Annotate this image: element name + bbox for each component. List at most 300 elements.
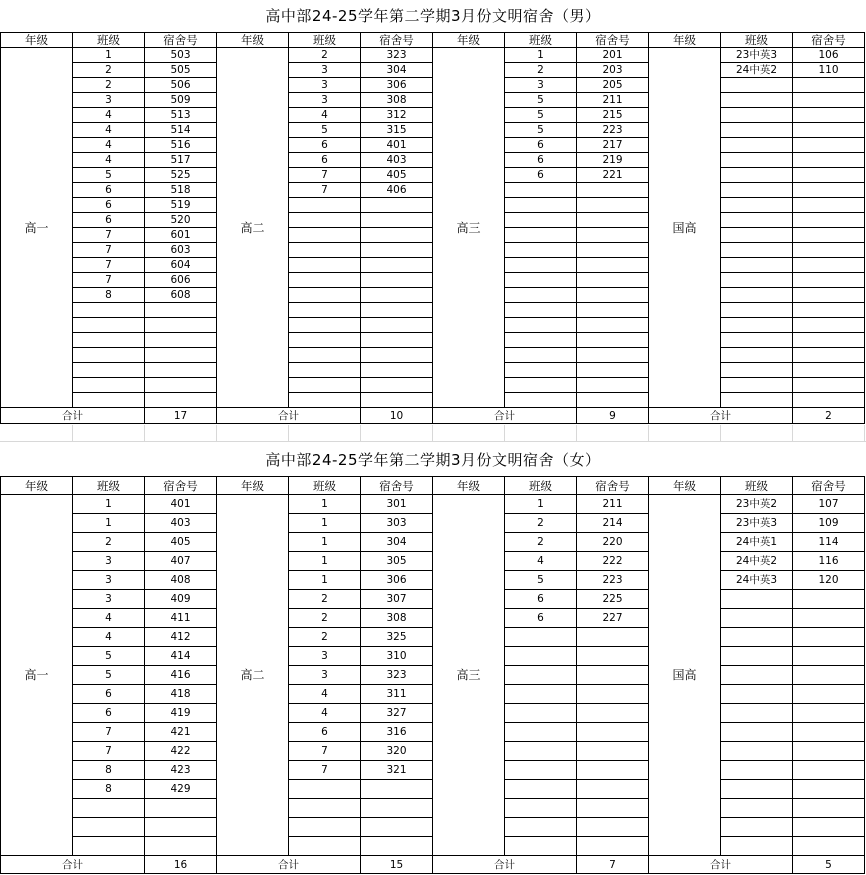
class-cell — [505, 228, 577, 243]
dorm-cell: 323 — [361, 666, 433, 685]
dorm-cell: 304 — [361, 533, 433, 552]
grade-cell: 高二 — [217, 495, 289, 856]
class-cell — [289, 198, 361, 213]
class-cell — [721, 363, 793, 378]
dorm-cell — [145, 837, 217, 856]
header-grade: 年级 — [433, 33, 505, 48]
class-cell: 4 — [505, 552, 577, 571]
header-class: 班级 — [721, 33, 793, 48]
class-cell: 5 — [73, 647, 145, 666]
table-row — [1, 495, 865, 514]
dorm-cell: 308 — [361, 93, 433, 108]
dorm-cell: 107 — [793, 495, 865, 514]
header-class: 班级 — [73, 33, 145, 48]
class-cell — [721, 799, 793, 818]
dorm-cell: 414 — [145, 647, 217, 666]
dorm-cell — [793, 228, 865, 243]
dorm-cell — [793, 333, 865, 348]
total-label: 合计 — [433, 856, 577, 874]
sheet-gridline — [0, 441, 866, 442]
dorm-cell — [793, 723, 865, 742]
class-cell — [721, 288, 793, 303]
class-cell — [505, 273, 577, 288]
class-cell: 7 — [289, 183, 361, 198]
total-label: 合计 — [217, 408, 361, 424]
class-cell — [721, 393, 793, 408]
class-cell — [721, 723, 793, 742]
class-cell — [73, 348, 145, 363]
dorm-cell — [793, 138, 865, 153]
dorm-cell — [361, 393, 433, 408]
class-cell: 6 — [289, 153, 361, 168]
class-cell: 2 — [505, 533, 577, 552]
class-cell: 24中英1 — [721, 533, 793, 552]
dorm-cell: 325 — [361, 628, 433, 647]
male-dorm-table — [0, 32, 865, 424]
class-cell: 4 — [289, 685, 361, 704]
dorm-cell: 401 — [361, 138, 433, 153]
class-cell — [73, 303, 145, 318]
dorm-cell — [145, 393, 217, 408]
class-cell — [289, 363, 361, 378]
class-cell: 4 — [73, 123, 145, 138]
class-cell: 3 — [289, 647, 361, 666]
dorm-cell — [145, 318, 217, 333]
class-cell: 5 — [73, 666, 145, 685]
header-class: 班级 — [289, 33, 361, 48]
dorm-cell — [577, 378, 649, 393]
dorm-cell: 306 — [361, 571, 433, 590]
dorm-cell: 312 — [361, 108, 433, 123]
dorm-cell: 403 — [361, 153, 433, 168]
sheet-gridline — [648, 425, 649, 442]
dorm-cell — [577, 742, 649, 761]
dorm-cell — [793, 818, 865, 837]
class-cell: 7 — [73, 258, 145, 273]
header-grade: 年级 — [649, 477, 721, 495]
class-cell — [721, 123, 793, 138]
grade-cell: 高二 — [217, 48, 289, 408]
class-cell: 7 — [73, 742, 145, 761]
class-cell: 4 — [73, 108, 145, 123]
class-cell — [721, 273, 793, 288]
total-row — [1, 856, 865, 874]
class-cell: 3 — [73, 93, 145, 108]
dorm-cell — [793, 685, 865, 704]
dorm-cell — [361, 213, 433, 228]
class-cell: 1 — [73, 495, 145, 514]
dorm-cell — [145, 348, 217, 363]
class-cell — [505, 243, 577, 258]
header-dorm: 宿舍号 — [361, 477, 433, 495]
dorm-cell — [577, 198, 649, 213]
dorm-cell: 320 — [361, 742, 433, 761]
grade-cell: 高三 — [433, 48, 505, 408]
class-cell: 6 — [505, 168, 577, 183]
dorm-cell — [577, 348, 649, 363]
dorm-cell — [145, 363, 217, 378]
dorm-cell — [577, 393, 649, 408]
dorm-cell: 505 — [145, 63, 217, 78]
dorm-cell — [361, 273, 433, 288]
class-cell — [289, 780, 361, 799]
dorm-cell — [793, 647, 865, 666]
dorm-cell: 423 — [145, 761, 217, 780]
dorm-cell: 408 — [145, 571, 217, 590]
class-cell — [289, 318, 361, 333]
class-cell: 4 — [73, 609, 145, 628]
sheet-gridline — [144, 425, 145, 442]
dorm-cell: 422 — [145, 742, 217, 761]
sheet-gridline — [432, 425, 433, 442]
dorm-cell — [577, 780, 649, 799]
class-cell — [73, 818, 145, 837]
class-cell — [721, 333, 793, 348]
dorm-cell — [793, 761, 865, 780]
dorm-cell: 407 — [145, 552, 217, 571]
class-cell: 5 — [505, 93, 577, 108]
dorm-cell: 215 — [577, 108, 649, 123]
class-cell — [721, 93, 793, 108]
header-dorm: 宿舍号 — [577, 477, 649, 495]
dorm-cell — [577, 761, 649, 780]
class-cell — [289, 288, 361, 303]
dorm-cell — [577, 288, 649, 303]
class-cell: 7 — [73, 273, 145, 288]
class-cell — [505, 628, 577, 647]
class-cell — [505, 647, 577, 666]
class-cell: 7 — [73, 243, 145, 258]
header-grade: 年级 — [1, 33, 73, 48]
class-cell — [505, 837, 577, 856]
class-cell: 2 — [289, 590, 361, 609]
class-cell: 6 — [505, 153, 577, 168]
header-grade: 年级 — [649, 33, 721, 48]
header-grade: 年级 — [217, 477, 289, 495]
dorm-cell: 323 — [361, 48, 433, 63]
class-cell — [505, 685, 577, 704]
class-cell: 1 — [73, 48, 145, 63]
header-grade: 年级 — [1, 477, 73, 495]
class-cell — [721, 78, 793, 93]
class-cell — [289, 303, 361, 318]
class-cell: 6 — [73, 198, 145, 213]
dorm-cell: 223 — [577, 571, 649, 590]
class-cell: 2 — [73, 78, 145, 93]
dorm-cell: 514 — [145, 123, 217, 138]
dorm-cell — [577, 318, 649, 333]
class-cell: 6 — [505, 590, 577, 609]
class-cell: 6 — [505, 138, 577, 153]
class-cell: 1 — [73, 514, 145, 533]
header-class: 班级 — [505, 477, 577, 495]
class-cell: 2 — [289, 48, 361, 63]
total-label: 合计 — [433, 408, 577, 424]
class-cell: 6 — [73, 685, 145, 704]
class-cell — [721, 685, 793, 704]
dorm-cell: 517 — [145, 153, 217, 168]
class-cell: 6 — [73, 183, 145, 198]
total-row — [1, 408, 865, 424]
class-cell: 1 — [289, 552, 361, 571]
dorm-cell: 509 — [145, 93, 217, 108]
dorm-cell — [793, 780, 865, 799]
dorm-cell: 418 — [145, 685, 217, 704]
total-value: 15 — [361, 856, 433, 874]
header-row — [1, 33, 865, 48]
class-cell: 2 — [73, 63, 145, 78]
class-cell — [721, 609, 793, 628]
class-cell: 23中英3 — [721, 514, 793, 533]
class-cell: 1 — [289, 495, 361, 514]
dorm-cell — [361, 799, 433, 818]
dorm-cell — [793, 303, 865, 318]
class-cell — [505, 318, 577, 333]
class-cell — [721, 647, 793, 666]
dorm-cell: 106 — [793, 48, 865, 63]
class-cell — [289, 799, 361, 818]
sheet-gridline — [576, 425, 577, 442]
dorm-cell: 114 — [793, 533, 865, 552]
header-grade: 年级 — [433, 477, 505, 495]
class-cell — [505, 761, 577, 780]
dorm-cell: 403 — [145, 514, 217, 533]
dorm-cell: 211 — [577, 495, 649, 514]
dorm-cell: 409 — [145, 590, 217, 609]
header-class: 班级 — [73, 477, 145, 495]
class-cell: 7 — [73, 228, 145, 243]
class-cell: 6 — [73, 704, 145, 723]
dorm-cell: 429 — [145, 780, 217, 799]
grade-cell: 高一 — [1, 495, 73, 856]
class-cell: 1 — [289, 571, 361, 590]
class-cell — [73, 837, 145, 856]
dorm-cell: 308 — [361, 609, 433, 628]
class-cell — [721, 258, 793, 273]
dorm-cell — [577, 213, 649, 228]
header-grade: 年级 — [217, 33, 289, 48]
total-value: 10 — [361, 408, 433, 424]
class-cell — [721, 666, 793, 685]
class-cell — [505, 288, 577, 303]
dorm-cell: 606 — [145, 273, 217, 288]
class-cell — [721, 108, 793, 123]
dorm-cell — [577, 723, 649, 742]
class-cell — [289, 348, 361, 363]
sheet-gridline — [720, 425, 721, 442]
dorm-cell: 220 — [577, 533, 649, 552]
dorm-cell — [145, 303, 217, 318]
class-cell — [505, 742, 577, 761]
class-cell: 1 — [289, 533, 361, 552]
dorm-cell: 525 — [145, 168, 217, 183]
dorm-cell — [577, 628, 649, 647]
dorm-cell — [793, 666, 865, 685]
grade-cell: 高三 — [433, 495, 505, 856]
class-cell: 7 — [73, 723, 145, 742]
dorm-cell: 201 — [577, 48, 649, 63]
dorm-cell — [577, 228, 649, 243]
dorm-cell — [577, 704, 649, 723]
class-cell — [289, 213, 361, 228]
dorm-cell — [793, 378, 865, 393]
class-cell — [289, 258, 361, 273]
class-cell: 4 — [73, 138, 145, 153]
class-cell — [721, 303, 793, 318]
dorm-cell — [577, 647, 649, 666]
dorm-cell: 221 — [577, 168, 649, 183]
class-cell: 7 — [289, 742, 361, 761]
dorm-cell — [145, 333, 217, 348]
dorm-cell: 419 — [145, 704, 217, 723]
dorm-cell — [145, 799, 217, 818]
grade-cell: 国高 — [649, 495, 721, 856]
class-cell: 4 — [289, 704, 361, 723]
class-cell: 1 — [505, 495, 577, 514]
class-cell: 3 — [289, 93, 361, 108]
class-cell: 8 — [73, 288, 145, 303]
dorm-cell — [793, 393, 865, 408]
class-cell — [505, 723, 577, 742]
dorm-cell — [361, 198, 433, 213]
dorm-cell: 520 — [145, 213, 217, 228]
class-cell: 5 — [505, 123, 577, 138]
sheet-title: 高中部24-25学年第二学期3月份文明宿舍（男） — [265, 7, 601, 25]
total-value: 5 — [793, 856, 865, 874]
class-cell — [505, 704, 577, 723]
dorm-cell: 109 — [793, 514, 865, 533]
class-cell — [721, 228, 793, 243]
sheet-gridline — [864, 425, 865, 442]
dorm-cell — [793, 198, 865, 213]
dorm-cell — [577, 333, 649, 348]
sheet-gridline — [360, 425, 361, 442]
header-row — [1, 477, 865, 495]
dorm-cell: 608 — [145, 288, 217, 303]
dorm-cell: 503 — [145, 48, 217, 63]
dorm-cell: 518 — [145, 183, 217, 198]
dorm-cell — [793, 704, 865, 723]
class-cell — [721, 837, 793, 856]
dorm-cell — [361, 288, 433, 303]
dorm-cell: 205 — [577, 78, 649, 93]
dorm-cell: 506 — [145, 78, 217, 93]
class-cell — [289, 818, 361, 837]
dorm-cell — [361, 780, 433, 799]
class-cell: 3 — [73, 571, 145, 590]
dorm-cell: 327 — [361, 704, 433, 723]
dorm-cell — [793, 78, 865, 93]
class-cell — [289, 393, 361, 408]
dorm-cell: 416 — [145, 666, 217, 685]
class-cell — [721, 348, 793, 363]
dorm-cell: 604 — [145, 258, 217, 273]
dorm-cell: 219 — [577, 153, 649, 168]
dorm-cell — [577, 818, 649, 837]
class-cell — [505, 198, 577, 213]
dorm-cell — [361, 348, 433, 363]
class-cell: 5 — [505, 571, 577, 590]
header-dorm: 宿舍号 — [145, 33, 217, 48]
class-cell — [721, 761, 793, 780]
dorm-cell: 120 — [793, 571, 865, 590]
class-cell — [721, 243, 793, 258]
sheet-gridline — [288, 425, 289, 442]
class-cell — [721, 153, 793, 168]
dorm-cell: 305 — [361, 552, 433, 571]
class-cell — [721, 628, 793, 647]
dorm-cell: 217 — [577, 138, 649, 153]
dorm-cell — [793, 742, 865, 761]
class-cell: 3 — [289, 78, 361, 93]
header-dorm: 宿舍号 — [145, 477, 217, 495]
dorm-cell — [793, 153, 865, 168]
dorm-cell — [793, 93, 865, 108]
class-cell — [289, 378, 361, 393]
class-cell: 24中英2 — [721, 63, 793, 78]
total-value: 17 — [145, 408, 217, 424]
class-cell — [73, 333, 145, 348]
dorm-cell: 412 — [145, 628, 217, 647]
class-cell — [505, 378, 577, 393]
dorm-cell — [145, 378, 217, 393]
class-cell — [721, 378, 793, 393]
dorm-cell: 315 — [361, 123, 433, 138]
class-cell — [505, 183, 577, 198]
class-cell: 2 — [289, 609, 361, 628]
dorm-cell: 411 — [145, 609, 217, 628]
total-label: 合计 — [649, 856, 793, 874]
dorm-cell: 513 — [145, 108, 217, 123]
dorm-cell — [361, 303, 433, 318]
class-cell — [721, 198, 793, 213]
dorm-cell — [577, 363, 649, 378]
dorm-cell: 401 — [145, 495, 217, 514]
class-cell: 5 — [505, 108, 577, 123]
class-cell: 7 — [289, 168, 361, 183]
dorm-cell: 203 — [577, 63, 649, 78]
dorm-cell: 316 — [361, 723, 433, 742]
total-label: 合计 — [217, 856, 361, 874]
dorm-cell: 307 — [361, 590, 433, 609]
total-value: 16 — [145, 856, 217, 874]
class-cell — [73, 363, 145, 378]
class-cell — [721, 138, 793, 153]
class-cell: 2 — [73, 533, 145, 552]
class-cell — [289, 333, 361, 348]
class-cell — [289, 273, 361, 288]
dorm-cell — [793, 837, 865, 856]
header-dorm: 宿舍号 — [793, 33, 865, 48]
class-cell — [73, 393, 145, 408]
class-cell: 3 — [73, 552, 145, 571]
class-cell: 6 — [289, 723, 361, 742]
class-cell — [721, 318, 793, 333]
class-cell: 24中英3 — [721, 571, 793, 590]
dorm-cell: 311 — [361, 685, 433, 704]
header-dorm: 宿舍号 — [361, 33, 433, 48]
dorm-cell: 301 — [361, 495, 433, 514]
dorm-cell — [577, 837, 649, 856]
class-cell: 2 — [505, 514, 577, 533]
sheet-gridline — [504, 425, 505, 442]
grade-cell: 高一 — [1, 48, 73, 408]
class-cell: 4 — [289, 108, 361, 123]
class-cell — [73, 378, 145, 393]
class-cell: 23中英2 — [721, 495, 793, 514]
table-row — [1, 48, 865, 63]
class-cell — [505, 363, 577, 378]
